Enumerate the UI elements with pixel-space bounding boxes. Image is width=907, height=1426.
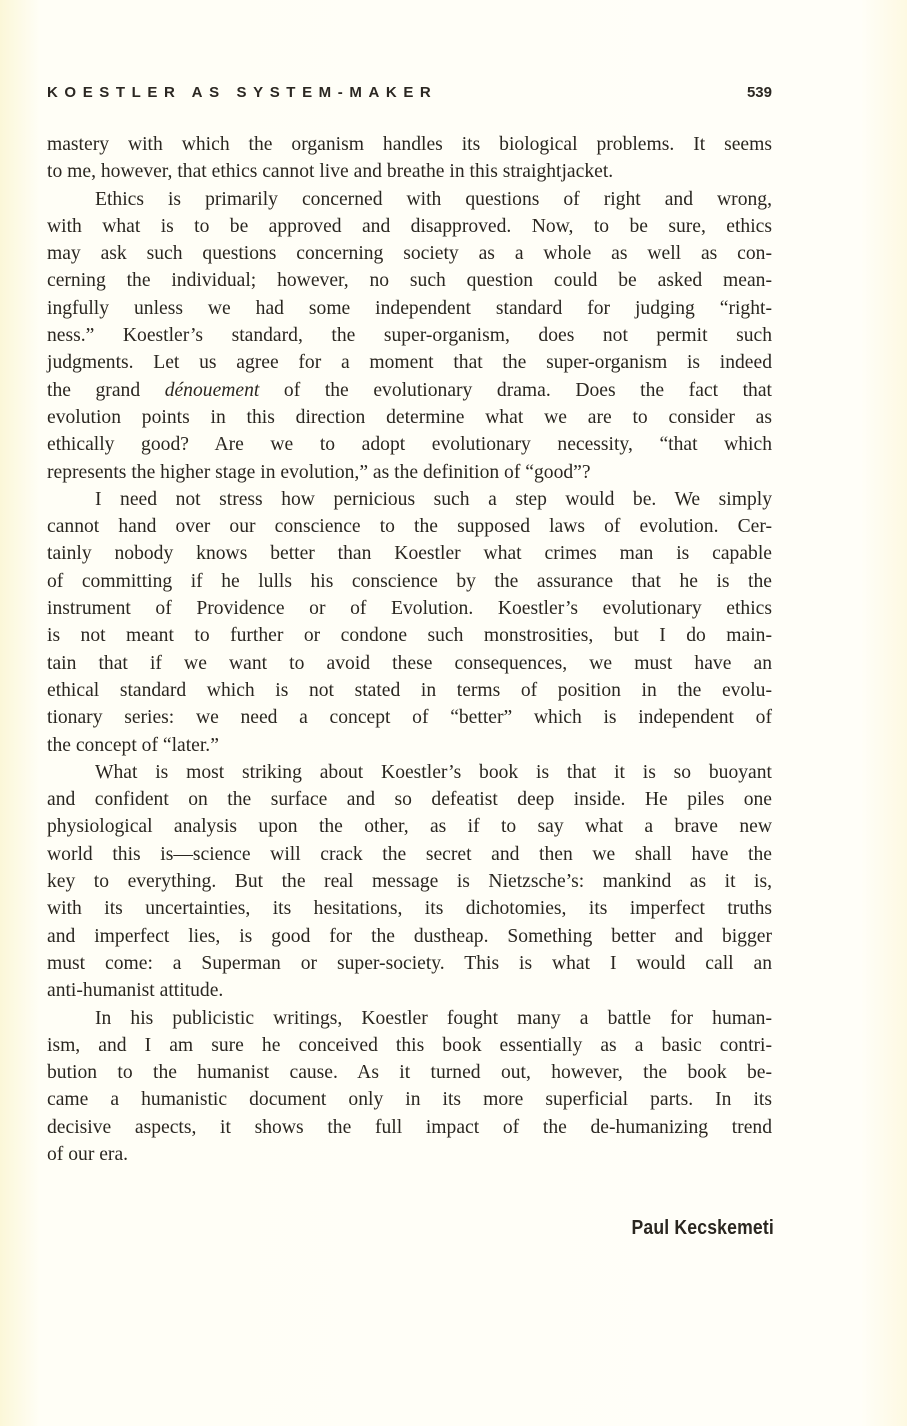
text-line: with its uncertainties, its hesitations, its dichotomies, its imperfect truths xyxy=(47,898,772,920)
text-line: must come: a Superman or super-society. This is what I would call an xyxy=(47,952,772,974)
text-line: the grand dénouement of the evolutionary drama. Does the fact that xyxy=(47,379,772,401)
paragraph xyxy=(47,131,772,186)
text-line: ism, and I am sure he conceived this book essentially as a basic contri- xyxy=(47,1034,772,1056)
running-head: KOESTLER AS SYSTEM-MAKER xyxy=(47,84,438,101)
text-line: bution to the humanist cause. As it turned out, however, the book be- xyxy=(47,1062,772,1084)
text-line: ethically good? Are we to adopt evolutionary necessity, “that which xyxy=(47,434,772,456)
text-line: may ask such questions concerning society as a whole as well as con- xyxy=(47,243,772,265)
paragraph xyxy=(47,186,772,486)
text-line: world this is—science will crack the secret and then we shall have the xyxy=(47,843,772,865)
page-header xyxy=(47,84,772,108)
text-line: tain that if we want to avoid these consequences, we must have an xyxy=(47,652,772,674)
text-line: key to everything. But the real message is Nietzsche’s: mankind as it is, xyxy=(47,871,772,893)
text-line: mastery with which the organism handles its biological problems. It seems xyxy=(47,134,772,155)
text-line: decisive aspects, it shows the full impact of the de-humanizing trend xyxy=(47,1116,772,1138)
author-signature: Paul Kecskemeti xyxy=(631,1217,774,1239)
text-line: of committing if he lulls his conscience by the assurance that he is the xyxy=(47,570,772,592)
text-line: physiological analysis upon the other, as if to say what a brave new xyxy=(47,816,772,838)
text-line: tainly nobody knows better than Koestler what crimes man is capable xyxy=(47,543,772,565)
text-line: came a humanistic document only in its more superficial parts. In its xyxy=(47,1089,772,1111)
text-line: to me, however, that ethics cannot live and breathe in this straightjacket. xyxy=(47,161,614,183)
paragraph xyxy=(47,486,772,759)
text-line: cannot hand over our conscience to the supposed laws of evolution. Cer- xyxy=(47,516,772,538)
text-line: represents the higher stage in evolution,” as the definition of “good”? xyxy=(47,461,591,483)
paragraph xyxy=(47,759,772,1005)
text-line: and imperfect lies, is good for the dustheap. Something better and bigger xyxy=(47,925,772,947)
article-body xyxy=(47,131,772,1168)
text-line: the concept of “later.” xyxy=(47,734,219,756)
text-line: evolution points in this direction determine what we are to consider as xyxy=(47,406,772,428)
text-line: ingfully unless we had some independent standard for judging “right- xyxy=(47,297,772,319)
text-line: anti-humanist attitude. xyxy=(47,980,224,1002)
text-line: judgments. Let us agree for a moment that the super-organism is indeed xyxy=(47,352,772,374)
text-line: ness.” Koestler’s standard, the super-organism, does not permit such xyxy=(47,325,772,347)
text-line: Ethics is primarily concerned with questions of right and wrong, xyxy=(95,188,772,210)
text-line: cerning the individual; however, no such question could be asked mean- xyxy=(47,270,772,292)
text-line: ethical standard which is not stated in terms of position in the evolu- xyxy=(47,679,772,701)
text-line: I need not stress how pernicious such a step would be. We simply xyxy=(95,488,772,510)
text-line: In his publicistic writings, Koestler fought many a battle for human- xyxy=(95,1007,772,1029)
page-number: 539 xyxy=(746,84,772,101)
text-line: with what is to be approved and disapproved. Now, to be sure, ethics xyxy=(47,215,772,237)
paragraph xyxy=(47,1005,772,1169)
italic-term: dénouement xyxy=(164,379,260,401)
text-line: What is most striking about Koestler’s book is that it is so buoyant xyxy=(95,761,772,783)
text-line: is not meant to further or condone such monstrosities, but I do main- xyxy=(47,625,772,647)
text-line: and confident on the surface and so defeatist deep inside. He piles one xyxy=(47,789,772,811)
text-line: of our era. xyxy=(47,1143,129,1165)
text-line: instrument of Providence or of Evolution. Koestler’s evolutionary ethics xyxy=(47,598,772,620)
text-line: tionary series: we need a concept of “better” which is independent of xyxy=(47,707,772,729)
